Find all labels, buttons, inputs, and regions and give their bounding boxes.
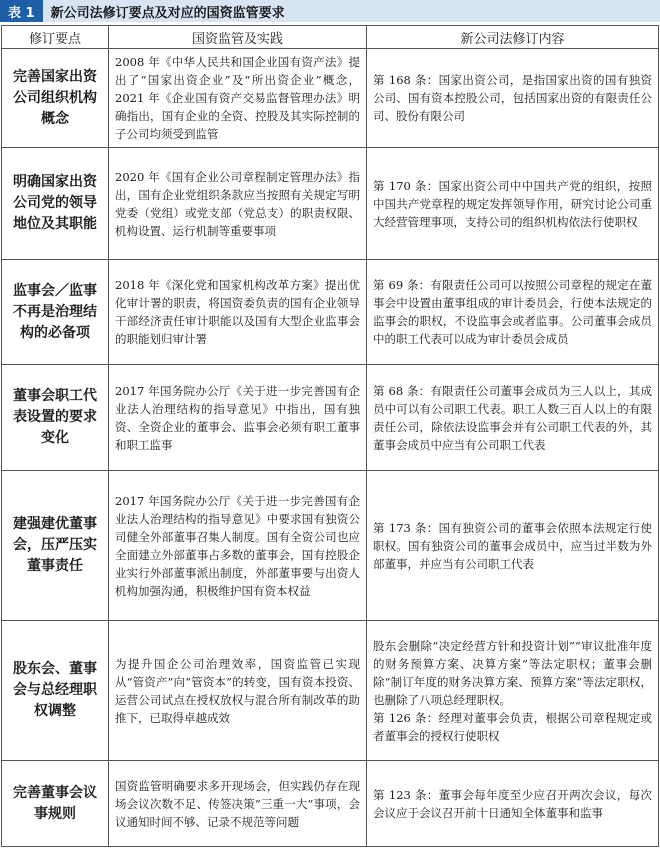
- table-header-row: [2, 26, 659, 49]
- supervision-practice-cell: 2008 年《中华人民共和国企业国有资产法》提出了“国家出资企业”及“所出资企业”概念，2021 年《企业国有资产交易监督管理办法》明确指出，国有企业的全资、控股及其实际控制的子公司均须受到监管: [109, 49, 367, 148]
- law-revision-cell: 第 69 条：有限责任公司可以按照公司章程的规定在董事会中设置由董事组成的审计委员会，行使本法规定的监事会的职权，不设监事会或者监事。公司董事会成员中的职工代表可以成为审计委员会成员: [367, 260, 659, 365]
- supervision-practice-cell: 2018 年《深化党和国家机构改革方案》提出优化审计署的职责，将国资委负责的国有企业领导干部经济责任审计职能以及国有大型企业监事会的职能划归审计署: [109, 260, 367, 365]
- law-revision-paragraph: 股东会删除“决定经营方针和投资计划”“审议批准年度的财务预算方案、决算方案”等法定职权；董事会删除“制订年度的财务决算方案、预算方案”等法定职权，也删除了八项总经理职权。: [373, 638, 652, 707]
- header-law-revision: 新公司法修订内容: [367, 26, 659, 49]
- header-revision-point: 修订要点: [2, 26, 109, 49]
- revision-point-cell: 监事会／监事不再是治理结构的必备项: [2, 260, 109, 365]
- table-row: [2, 621, 659, 761]
- law-revision-cell: 第 168 条：国家出资公司，是指国家出资的国有独资公司、国有资本控股公司，包括国家出资的有限责任公司、股份有限公司: [367, 49, 659, 148]
- table-number-label: 表 1: [0, 0, 43, 22]
- law-revision-cell: [367, 621, 659, 761]
- law-revision-cell: 第 68 条：有限责任公司董事会成员为三人以上，其成员中可以有公司职工代表。职工人数三百人以上的有限责任公司，除依法设监事会并有公司职工代表的外，其董事会成员中应当有公司职工代表: [367, 365, 659, 471]
- revision-point-cell: 股东会、董事会与总经理职权调整: [2, 621, 109, 761]
- supervision-practice-cell: 2017 年国务院办公厅《关于进一步完善国有企业法人治理结构的指导意见》中指出，国有独资、全资企业的董事会、监事会必须有职工董事和职工监事: [109, 365, 367, 471]
- table-row: [2, 761, 659, 847]
- revision-point-cell: 董事会职工代表设置的要求变化: [2, 365, 109, 471]
- law-revision-cell: 第 173 条：国有独资公司的董事会依照本法规定行使职权。国有独资公司的董事会成员中，应当过半数为外部董事，并应当有公司职工代表: [367, 471, 659, 621]
- revision-point-cell: 完善董事会议事规则: [2, 761, 109, 847]
- supervision-practice-cell: 为提升国企公司治理效率，国资监管已实现从“管资产”向“管资本”的转变，国有资本投资、运营公司试点在授权放权与混合所有制改革的助推下，已取得卓越成效: [109, 621, 367, 761]
- table-row: [2, 365, 659, 471]
- table-title-bar: [0, 0, 660, 22]
- revision-points-table: [1, 25, 659, 847]
- revision-point-cell: 完善国家出资公司组织机构概念: [2, 49, 109, 148]
- table-title: 新公司法修订要点及对应的国资监管要求: [50, 5, 285, 21]
- supervision-practice-cell: 国资监管明确要求多开现场会，但实践仍存在现场会议次数不足、传签决策“三重一大”事项，会议通知时间不够、记录不规范等问题: [109, 761, 367, 847]
- supervision-practice-cell: 2020 年《国有企业公司章程制定管理办法》指出，国有企业党组织条款应当按照有关规定写明党委（党组）或党支部（党总支）的职责权限、机构设置、运行机制等重要事项: [109, 148, 367, 260]
- revision-point-cell: 建强建优董事会，压严压实董事责任: [2, 471, 109, 621]
- revision-point-cell: 明确国家出资公司党的领导地位及其职能: [2, 148, 109, 260]
- header-supervision-practice: 国资监管及实践: [109, 26, 367, 49]
- table-row: [2, 148, 659, 260]
- table-row: [2, 49, 659, 148]
- law-revision-cell: 第 170 条：国家出资公司中中国共产党的组织，按照中国共产党章程的规定发挥领导作用，研究讨论公司重大经营管理事项，支持公司的组织机构依法行使职权: [367, 148, 659, 260]
- table-row: [2, 471, 659, 621]
- table-row: [2, 260, 659, 365]
- law-revision-paragraph: 第 126 条：经理对董事会负责，根据公司章程规定或者董事会的授权行使职权: [373, 710, 652, 743]
- supervision-practice-cell: 2017 年国务院办公厅《关于进一步完善国有企业法人治理结构的指导意见》中要求国有独资公司健全外部董事召集人制度。国有全资公司也应全面建立外部董事占多数的董事会，国有控股企业实行外部董事派出制度，外部董事要与出资人机构加强沟通，积极维护国有资本权益: [109, 471, 367, 621]
- law-revision-cell: 第 123 条：董事会每年度至少应召开两次会议，每次会议应于会议召开前十日通知全体董事和监事: [367, 761, 659, 847]
